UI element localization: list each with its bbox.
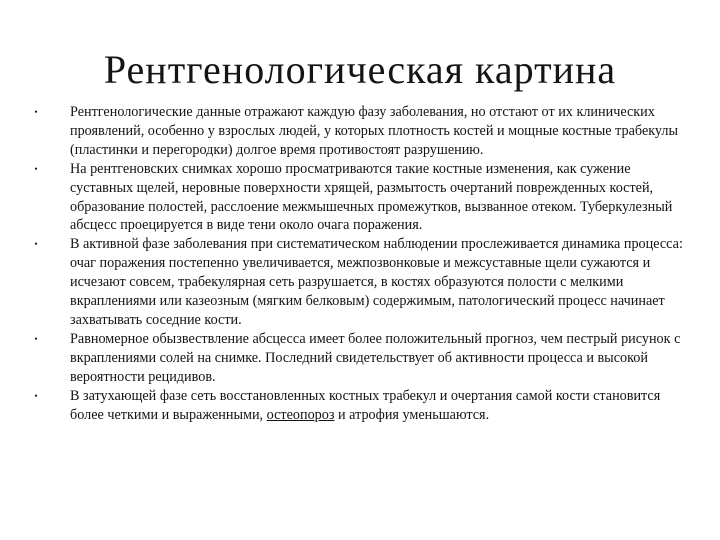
bullet-item [30, 160, 690, 236]
bullet-text-end: и атрофия уменьшаются. [334, 406, 490, 423]
bullet-list [30, 103, 690, 424]
bullet-item [30, 330, 690, 387]
slide-title: Рентгенологическая картина [103, 47, 617, 92]
bullet-item [30, 387, 690, 425]
bullet-text-start: В затухающей фазе сеть восстановленных костных трабекул и очертания самой кости становится более четкими и выраженными, [70, 387, 661, 423]
underlined-term: остеопороз [266, 406, 335, 423]
bullet-item [30, 235, 690, 330]
bullet-text: На рентгеновских снимках хорошо просматриваются такие костные изменения, как сужение суставных щелей, неровные поверхности хрящей, размытость очертаний поврежденных костей, образование полостей, расслоение межмышечных промежутков, вызванное отеком. Туберкулезный абсцесс проецируется в виде тени около очага поражения. [70, 160, 673, 234]
bullet-dot-icon: • [34, 163, 38, 174]
bullet-dot-icon: • [34, 390, 38, 401]
bullet-text: Рентгенологические данные отражают каждую фазу заболевания, но отстают от их клинических проявлений, особенно у взрослых людей, у которых плотность костей и мощные костные трабекулы (пластинки и перегородки) долгое время противостоят разрушению. [70, 104, 679, 158]
bullet-text: Равномерное обызвествление абсцесса имеет более положительный прогноз, чем пестрый рисунок с вкраплениями солей на снимке. Последний свидетельствует об активности процесса и высокой вероятности рецидивов. [70, 330, 681, 385]
bullet-dot-icon: • [34, 107, 38, 117]
bullet-dot-icon: • [34, 239, 38, 250]
bullet-dot-icon: • [34, 333, 38, 344]
bullet-item [30, 103, 690, 160]
bullet-text: В активной фазе заболевания при систематическом наблюдении прослеживается динамика процесса: очаг поражения постепенно увеличивается, межпозвонковые и межсуставные щели сужаются и исчезают совсем, трабекулярная сеть разрушается, в костях образуются полости с мелкими вкраплениями или казеозным (мягким белковым) содержимым, патологический процесс начинает захватывать соседние кости. [70, 236, 683, 328]
